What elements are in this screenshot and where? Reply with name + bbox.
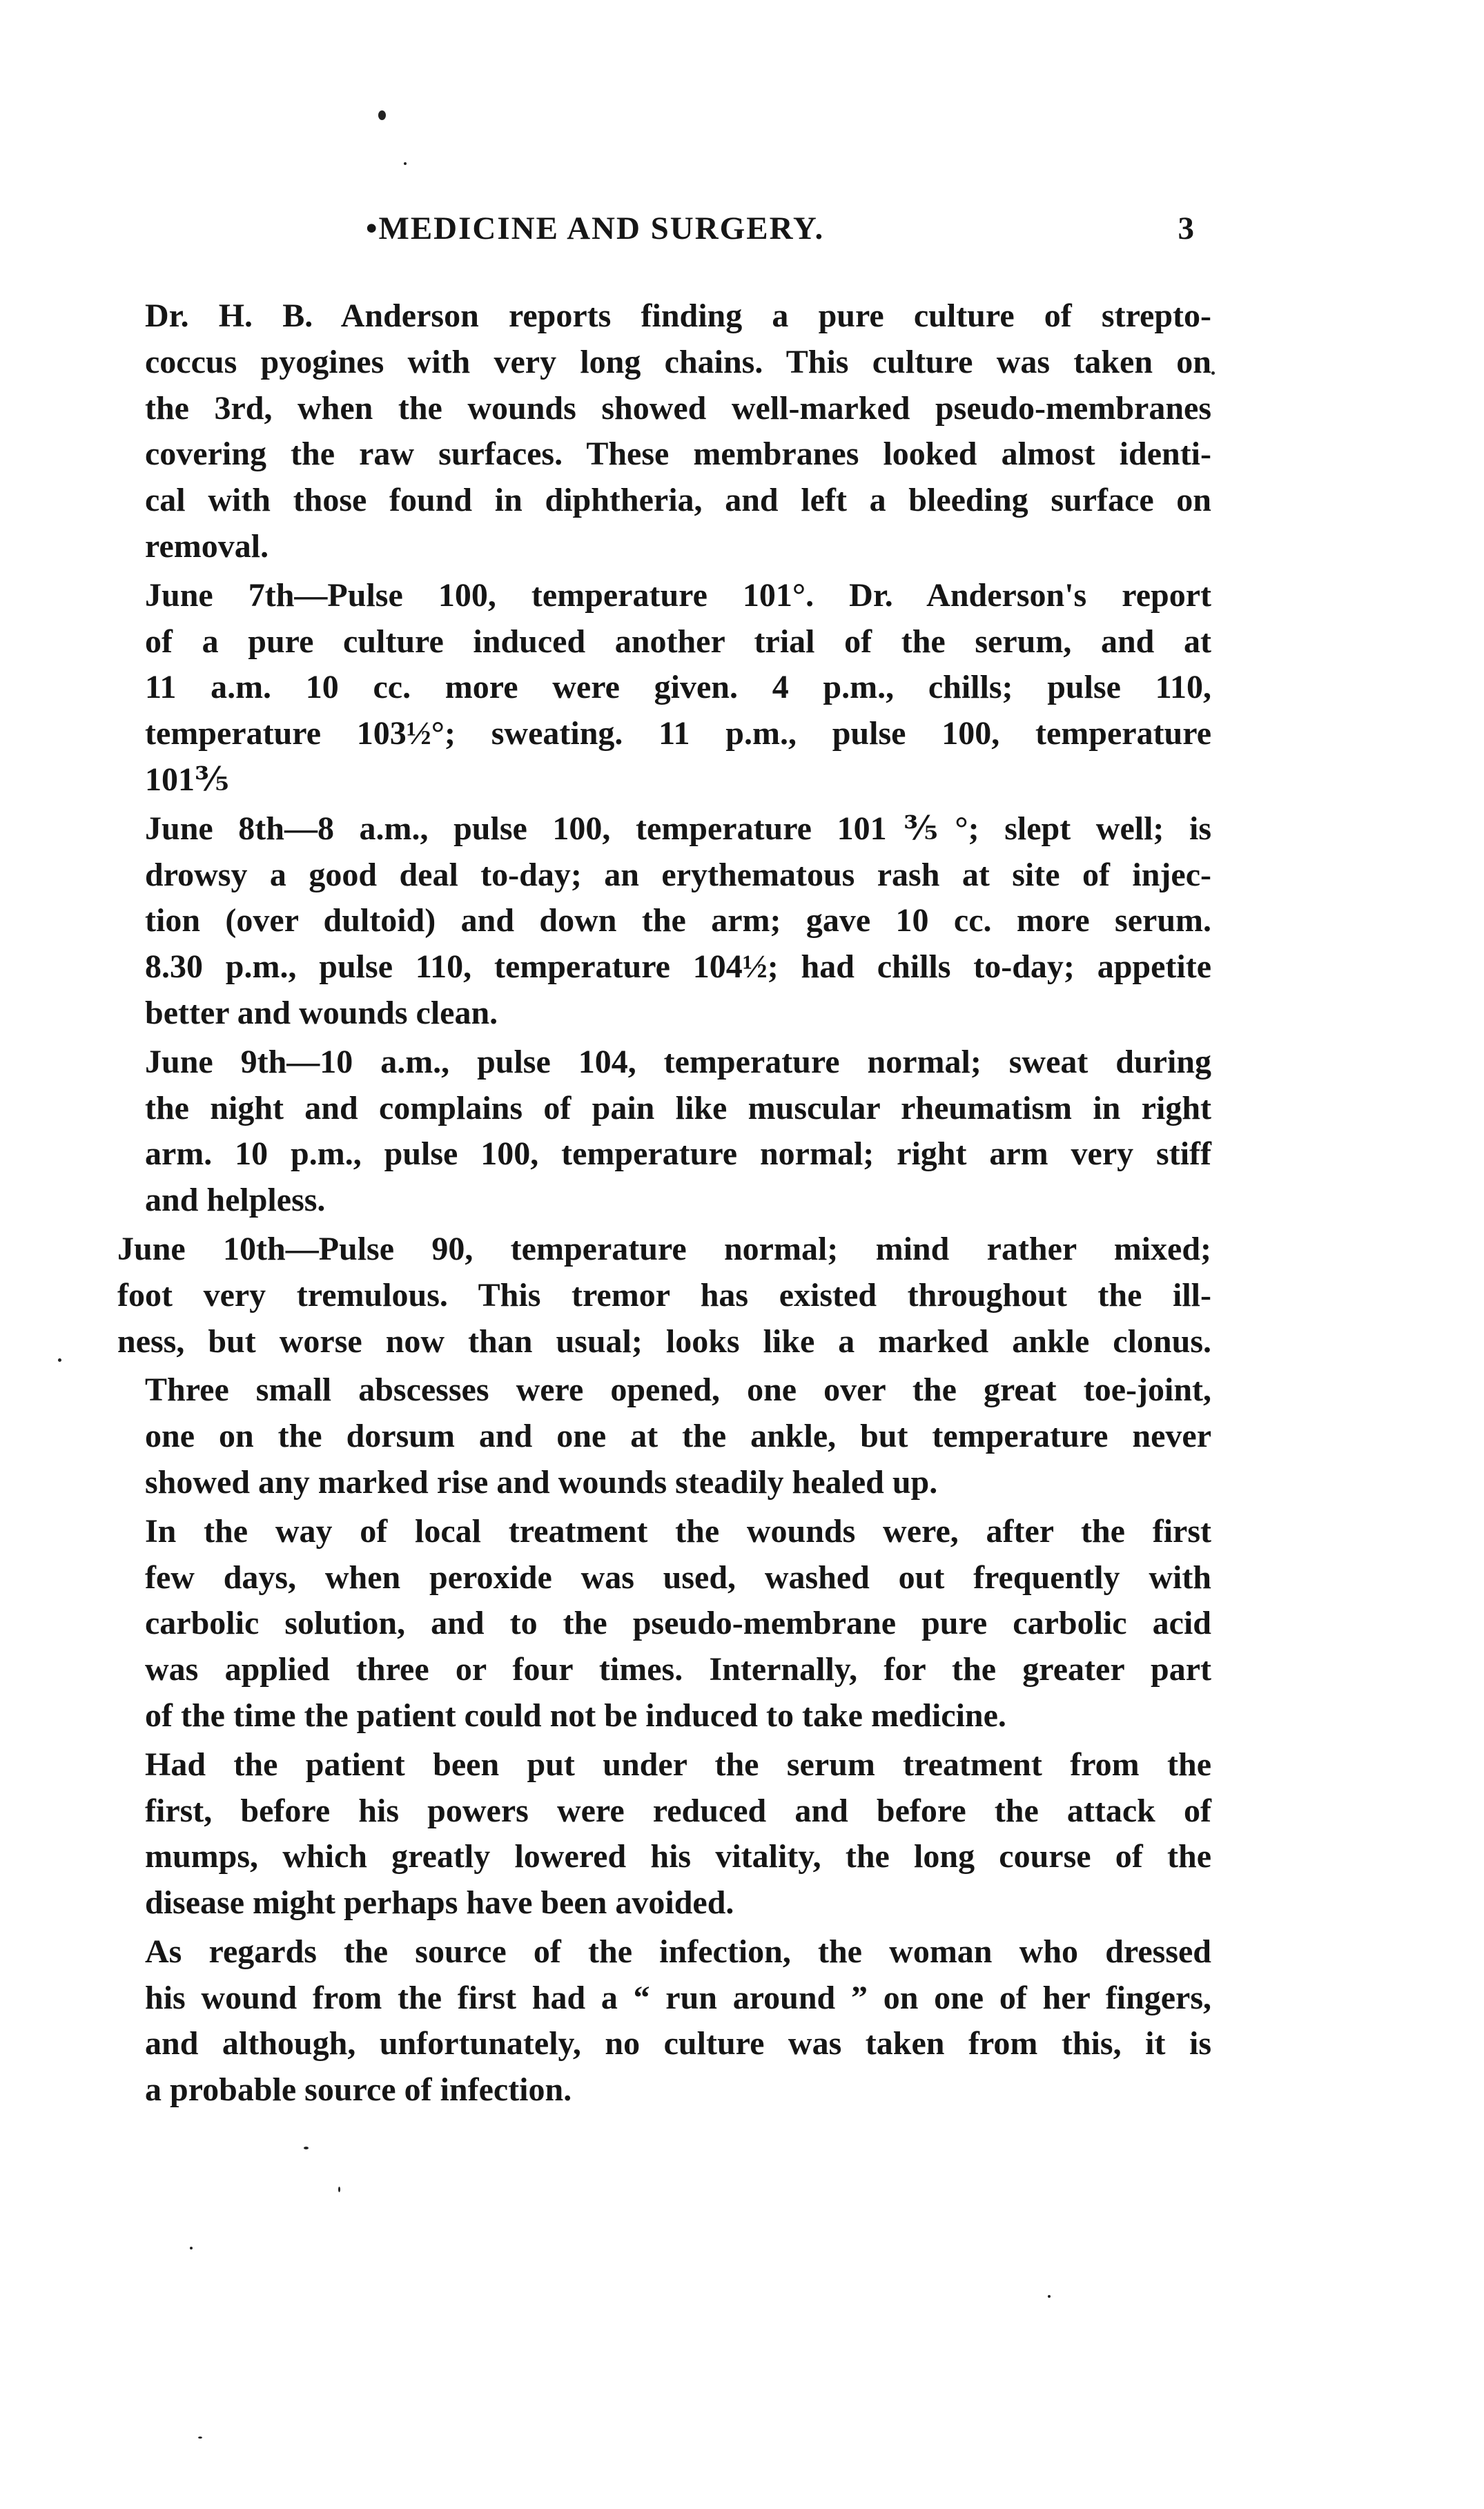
text-line: disease might perhaps have been avoided.	[145, 1884, 734, 1922]
paragraph-june-8	[90, 806, 1211, 1037]
text-line: tion (over dultoid) and down the arm; gave 10 cc. more serum.	[145, 902, 1211, 939]
text-line: the night and complains of pain like muscular rheumatism in right	[145, 1089, 1211, 1126]
text-line: coccus pyogines with very long chains. This culture was taken on	[145, 343, 1211, 380]
text-line: June 10th—Pulse 90, temperature normal; mind rather mixed;	[117, 1230, 1211, 1267]
paragraph-abscesses	[90, 1367, 1211, 1505]
text-line: his wound from the first had a “ run around ” on one of her fingers,	[145, 1979, 1211, 2016]
text-line: was applied three or four times. Internally, for the greater part	[145, 1651, 1211, 1688]
text-line: 11 a.m. 10 cc. more were given. 4 p.m., chills; pulse 110,	[145, 669, 1211, 706]
scan-speck	[190, 2247, 193, 2249]
text-line: a probable source of infection.	[145, 2071, 572, 2109]
text-line: removal.	[145, 527, 269, 565]
text-line: first, before his powers were reduced and before the attack of	[145, 1792, 1211, 1829]
scan-speck	[338, 2187, 340, 2192]
text-line: 8.30 p.m., pulse 110, temperature 104½; had chills to-day; appetite	[145, 948, 1211, 986]
text-line: cal with those found in diphtheria, and left a bleeding surface on	[145, 482, 1211, 519]
scan-speck	[58, 1358, 61, 1362]
scan-speck	[404, 162, 407, 165]
text-line: June 8th—8 a.m., pulse 100, temperature 101⅗°; slept well; is	[145, 810, 1211, 847]
scan-speck	[1211, 371, 1215, 375]
text-line: and helpless.	[145, 1182, 326, 1219]
text-line: As regards the source of the infection, the woman who dressed	[145, 1933, 1211, 1970]
text-line: covering the raw surfaces. These membranes looked almost identi-	[145, 436, 1211, 473]
text-line: the 3rd, when the wounds showed well-marked pseudo-membranes	[145, 389, 1211, 427]
text-line: foot very tremulous. This tremor has existed throughout the ill-	[117, 1276, 1211, 1314]
text-line: temperature 103½°; sweating. 11 p.m., pulse 100, temperature	[145, 715, 1211, 752]
scan-speck	[198, 2437, 202, 2439]
running-head	[90, 210, 1194, 251]
running-head-title: •MEDICINE AND SURGERY.	[366, 211, 825, 246]
paragraph-june-9	[90, 1039, 1211, 1224]
text-line: few days, when peroxide was used, washed out frequently with	[145, 1559, 1211, 1596]
scan-speck	[1048, 2295, 1051, 2298]
text-line: carbolic solution, and to the pseudo-membrane pure carbolic acid	[145, 1605, 1211, 1642]
text-line: June 7th—Pulse 100, temperature 101°. Dr. Anderson's report	[145, 576, 1211, 614]
paragraph-june-7	[90, 573, 1211, 803]
text-line: June 9th—10 a.m., pulse 104, temperature normal; sweat during	[145, 1043, 1211, 1080]
paragraph-june-10	[90, 1227, 1211, 1365]
text-line: Had the patient been put under the serum treatment from the	[145, 1746, 1211, 1783]
text-line: Dr. H. B. Anderson reports finding a pure culture of strepto-	[145, 297, 1211, 334]
body-text	[90, 293, 1211, 2116]
text-line: In the way of local treatment the wounds were, after the first	[145, 1512, 1211, 1550]
scan-speck	[378, 110, 386, 120]
page-number: 3	[1178, 211, 1194, 246]
paragraph-local-treatment	[90, 1509, 1211, 1739]
text-line: Three small abscesses were opened, one over the great toe-joint,	[145, 1371, 1211, 1409]
text-line: and although, unfortunately, no culture was taken from this, it is	[145, 2025, 1211, 2062]
text-line: arm. 10 p.m., pulse 100, temperature normal; right arm very stiff	[145, 1135, 1211, 1173]
scan-speck	[304, 2147, 309, 2149]
text-line: better and wounds clean.	[145, 994, 498, 1031]
text-line: mumps, which greatly lowered his vitality, the long course of the	[145, 1838, 1211, 1875]
text-line: one on the dorsum and one at the ankle, but temperature never	[145, 1418, 1211, 1455]
text-line: of a pure culture induced another trial of the serum, and at	[145, 623, 1211, 660]
text-line: 101⅗	[145, 761, 229, 798]
paragraph-anderson-report	[90, 293, 1211, 570]
paragraph-serum-treatment	[90, 1742, 1211, 1926]
text-line: of the time the patient could not be induced to take medicine.	[145, 1697, 1006, 1734]
text-line: showed any marked rise and wounds steadily healed up.	[145, 1463, 938, 1501]
text-line: ness, but worse now than usual; looks like a marked ankle clonus.	[117, 1322, 1211, 1360]
paragraph-source-of-infection	[90, 1929, 1211, 2113]
text-line: drowsy a good deal to-day; an erythematous rash at site of injec-	[145, 856, 1211, 893]
